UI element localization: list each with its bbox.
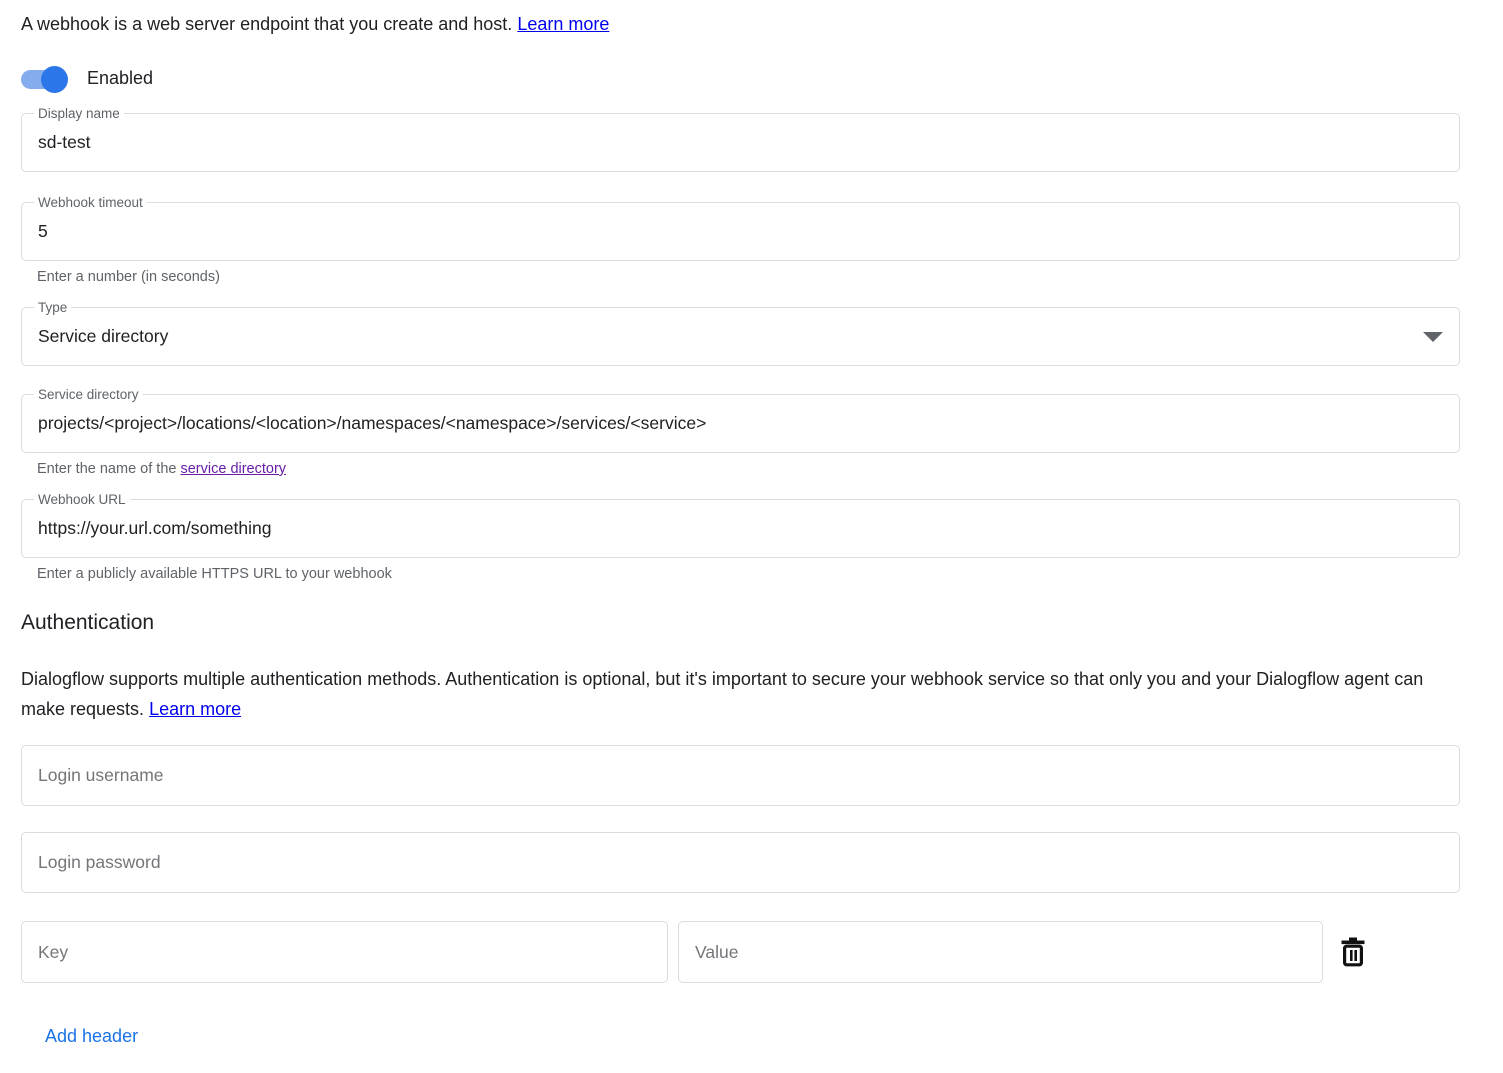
service-directory-helper-text: Enter the name of the [37, 461, 177, 477]
enabled-toggle[interactable] [21, 65, 68, 93]
chevron-down-icon [1423, 332, 1443, 342]
webhook-timeout-input[interactable] [22, 203, 1459, 260]
add-header-button[interactable]: Add header [45, 1026, 139, 1046]
enabled-toggle-row [21, 64, 1460, 93]
authentication-description-text: Dialogflow supports multiple authentication methods. Authentication is optional, but it's important to secure your webhook service so that only you and your Dialogflow agent can make requests. [21, 669, 1424, 719]
display-name-input[interactable] [22, 114, 1459, 171]
display-name-field [21, 106, 1460, 172]
login-password-input[interactable] [22, 833, 1459, 892]
intro-text-body: A webhook is a web server endpoint that you create and host. [21, 14, 513, 34]
service-directory-field [21, 387, 1460, 453]
authentication-learn-more-link[interactable]: Learn more [149, 699, 242, 719]
type-label: Type [34, 299, 71, 316]
intro-learn-more-link[interactable]: Learn more [517, 14, 610, 34]
type-select[interactable] [21, 300, 1460, 366]
authentication-description [21, 664, 1460, 724]
intro-text [21, 12, 1460, 36]
webhook-url-field [21, 492, 1460, 558]
webhook-url-helper: Enter a publicly available HTTPS URL to your webhook [37, 566, 392, 582]
service-directory-input[interactable] [22, 395, 1459, 452]
webhook-timeout-label: Webhook timeout [34, 194, 147, 211]
service-directory-helper [37, 461, 1460, 478]
header-key-field [21, 921, 668, 983]
type-selected-value: Service directory [38, 326, 169, 346]
login-username-field [21, 745, 1460, 806]
authentication-heading: Authentication [21, 611, 155, 634]
trash-icon [1340, 937, 1366, 967]
login-username-input[interactable] [22, 746, 1459, 805]
enabled-toggle-label: Enabled [87, 68, 154, 88]
header-key-value-row [21, 921, 1460, 983]
webhook-timeout-field [21, 195, 1460, 261]
header-key-input[interactable] [22, 922, 667, 982]
header-value-input[interactable] [679, 922, 1322, 982]
display-name-label: Display name [34, 105, 124, 122]
service-directory-label: Service directory [34, 386, 143, 403]
header-value-field [678, 921, 1323, 983]
delete-header-button[interactable] [1339, 936, 1367, 968]
webhook-url-input[interactable] [22, 500, 1459, 557]
toggle-thumb [41, 66, 68, 93]
service-directory-helper-link[interactable]: service directory [180, 461, 287, 477]
login-password-field [21, 832, 1460, 893]
webhook-timeout-helper: Enter a number (in seconds) [37, 269, 220, 285]
webhook-url-label: Webhook URL [34, 491, 130, 508]
